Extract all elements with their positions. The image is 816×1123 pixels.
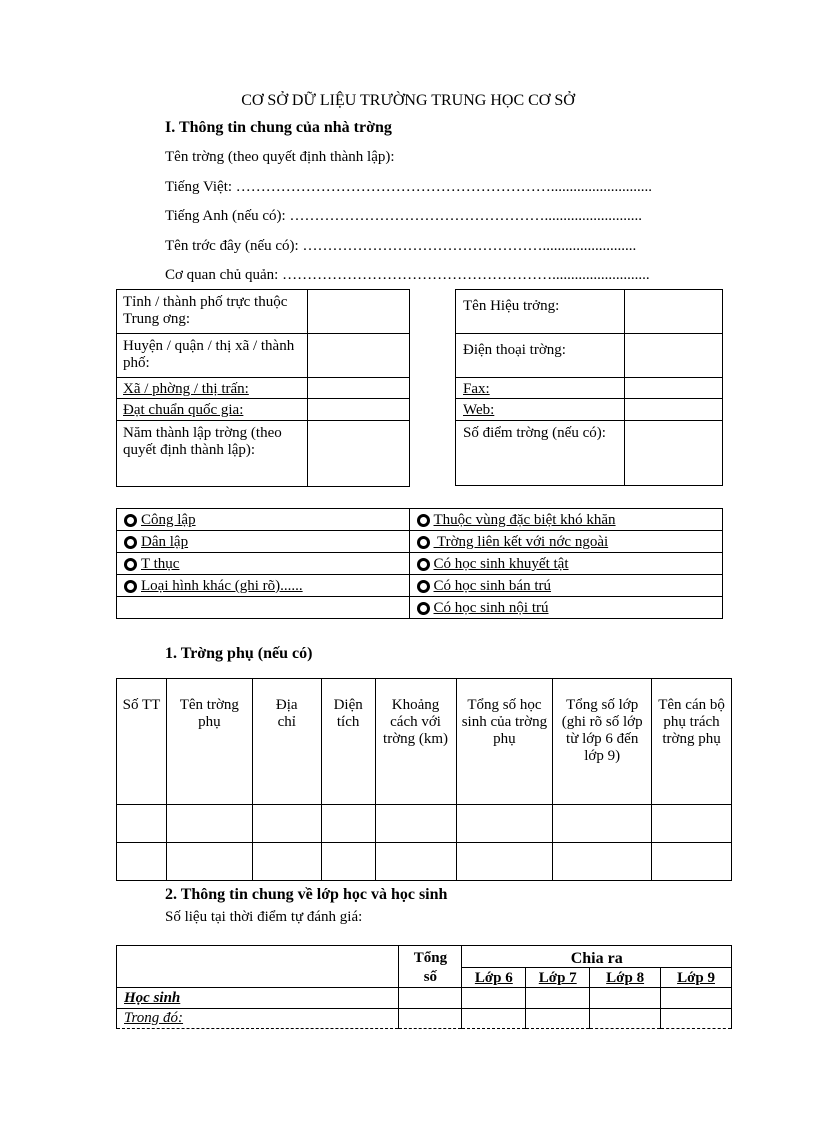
radio-icon [417, 536, 430, 549]
option-disabled-students[interactable]: Có học sinh khuyết tật [409, 553, 722, 575]
table-cell[interactable] [462, 1009, 526, 1029]
phone-label: Điện thoại trờng: [456, 334, 625, 378]
grade-9-header: Lớp 9 [661, 968, 732, 988]
province-value[interactable] [308, 290, 410, 334]
national-standard-label: Đạt chuẩn quốc gia: [117, 399, 308, 421]
campus-count-label: Số điểm trờng (nếu có): [456, 421, 625, 486]
fax-label: Fax: [456, 378, 625, 399]
radio-icon [124, 514, 137, 527]
table-cell[interactable] [661, 1009, 732, 1029]
option-boarding[interactable]: Có học sinh nội trú [409, 597, 722, 619]
class-student-table [116, 945, 732, 1029]
table-cell[interactable] [399, 1009, 462, 1029]
option-day-boarding[interactable]: Có học sinh bán trú [409, 575, 722, 597]
option-public[interactable]: Công lập [117, 509, 410, 531]
radio-icon [417, 558, 430, 571]
commune-label: Xã / phờng / thị trấn: [117, 378, 308, 399]
of-which-row-label: Trong đó: [117, 1009, 399, 1029]
table-cell[interactable] [526, 1009, 590, 1029]
table-cell[interactable] [321, 805, 375, 843]
col-header-area: Diện tích [321, 679, 375, 805]
split-header: Chia ra [462, 946, 732, 968]
table-cell[interactable] [252, 805, 321, 843]
radio-icon [417, 602, 430, 615]
col-header-classes: Tổng số lớp (ghi rõ số lớp từ lớp 6 đến lớp 9) [553, 679, 652, 805]
info-table-left [116, 289, 410, 487]
district-value[interactable] [308, 334, 410, 378]
table-row [117, 805, 732, 843]
table-cell[interactable] [117, 805, 167, 843]
option-other-type[interactable]: Loại hình khác (ghi rõ)...... [117, 575, 410, 597]
table-row [117, 988, 732, 1009]
fax-value[interactable] [624, 378, 722, 399]
table-cell[interactable] [661, 988, 732, 1009]
col-header-address: Địa chỉ [252, 679, 321, 805]
table-cell[interactable] [456, 805, 553, 843]
english-name-field[interactable]: Tiếng Anh (nếu có): …………………………………………….......................... [165, 208, 642, 224]
founded-year-value[interactable] [308, 421, 410, 487]
table-cell[interactable] [553, 805, 652, 843]
option-difficult-area[interactable]: Thuộc vùng đặc biệt khó khăn [409, 509, 722, 531]
option-private[interactable]: T thục [117, 553, 410, 575]
table-cell[interactable] [375, 843, 456, 881]
grade-6-header: Lớp 6 [462, 968, 526, 988]
option-foreign-link[interactable]: Trờng liên kết với nớc ngoài [409, 531, 722, 553]
table-cell[interactable] [652, 843, 732, 881]
grade-7-header: Lớp 7 [526, 968, 590, 988]
table-row [117, 843, 732, 881]
table-cell[interactable] [590, 988, 661, 1009]
governing-agency-field[interactable]: Cơ quan chủ quản: ……………………………………………….......................... [165, 267, 650, 283]
sub-school-heading: 1. Trờng phụ (nếu có) [165, 645, 313, 662]
header-blank [117, 946, 399, 988]
col-header-manager: Tên cán bộ phụ trách trờng phụ [652, 679, 732, 805]
phone-value[interactable] [624, 334, 722, 378]
radio-icon [417, 580, 430, 593]
table-row [117, 1009, 732, 1029]
principal-label: Tên Hiệu trởng: [456, 290, 625, 334]
school-type-table [116, 508, 723, 619]
table-cell[interactable] [590, 1009, 661, 1029]
section2-subtitle: Số liệu tại thời điểm tự đánh giá: [165, 909, 363, 925]
table-cell[interactable] [526, 988, 590, 1009]
section1-heading: I. Thông tin chung của nhà trờng [165, 119, 392, 136]
page-title: CƠ SỞ DỮ LIỆU TRƯỜNG TRUNG HỌC CƠ SỞ [241, 92, 575, 109]
students-row-label: Học sinh [117, 988, 399, 1009]
section2-heading: 2. Thông tin chung về lớp học và học sinh [165, 886, 448, 903]
vietnamese-name-field[interactable]: Tiếng Việt: ………………………………………………………........................... [165, 179, 653, 195]
table-cell[interactable] [652, 805, 732, 843]
table-cell[interactable] [399, 988, 462, 1009]
province-label: Tỉnh / thành phố trực thuộc Trung ơng: [117, 290, 308, 334]
school-name-line: Tên trờng (theo quyết định thành lập): [165, 149, 395, 165]
col-header-name: Tên trờng phụ [166, 679, 252, 805]
grade-8-header: Lớp 8 [590, 968, 661, 988]
total-header: Tổng số [399, 946, 462, 988]
radio-icon [124, 558, 137, 571]
commune-value[interactable] [308, 378, 410, 399]
info-table-right [455, 289, 723, 486]
table-cell[interactable] [166, 843, 252, 881]
table-cell[interactable] [553, 843, 652, 881]
table-cell[interactable] [252, 843, 321, 881]
table-cell[interactable] [166, 805, 252, 843]
radio-icon [124, 536, 137, 549]
table-cell[interactable] [375, 805, 456, 843]
radio-icon [417, 514, 430, 527]
web-label: Web: [456, 399, 625, 421]
founded-year-label: Năm thành lập trờng (theo quyết định thành lập): [117, 421, 308, 487]
table-cell[interactable] [456, 843, 553, 881]
sub-school-table [116, 678, 732, 881]
former-name-field[interactable]: Tên trớc đây (nếu có): …………………………………………......................... [165, 238, 637, 254]
national-standard-value[interactable] [308, 399, 410, 421]
table-cell[interactable] [462, 988, 526, 1009]
col-header-no: Số TT [117, 679, 167, 805]
option-semi-public[interactable]: Dân lập [117, 531, 410, 553]
principal-value[interactable] [624, 290, 722, 334]
district-label: Huyện / quận / thị xã / thành phố: [117, 334, 308, 378]
radio-icon [124, 580, 137, 593]
empty-cell [117, 597, 410, 619]
table-cell[interactable] [117, 843, 167, 881]
campus-count-value[interactable] [624, 421, 722, 486]
table-cell[interactable] [321, 843, 375, 881]
web-value[interactable] [624, 399, 722, 421]
col-header-students: Tổng số học sinh của trờng phụ [456, 679, 553, 805]
col-header-distance: Khoảng cách với trờng (km) [375, 679, 456, 805]
